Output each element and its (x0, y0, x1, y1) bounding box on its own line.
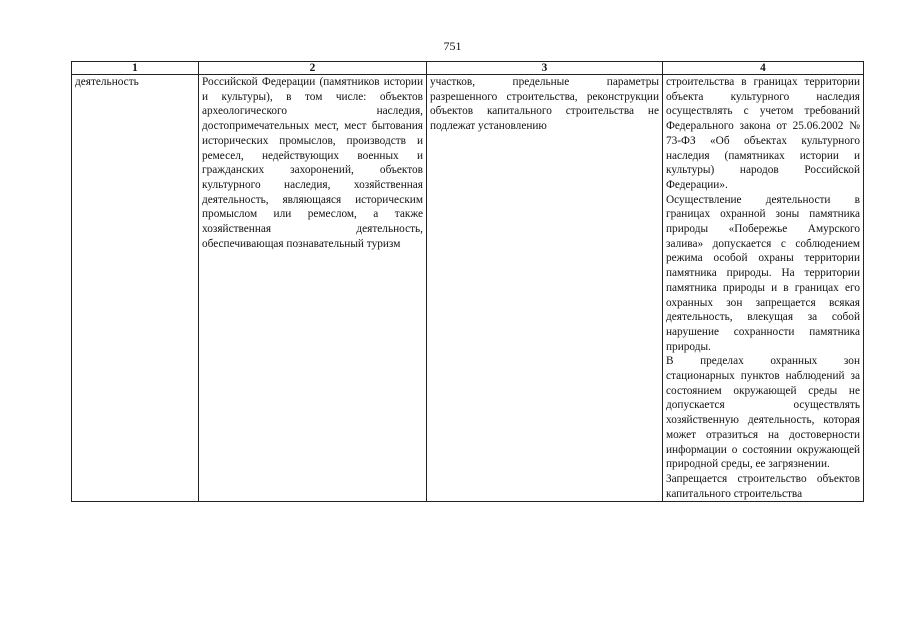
table-header-row (72, 62, 864, 75)
cell-restrictions (663, 75, 864, 502)
regulations-table (71, 61, 864, 502)
column-header-1: 1 (72, 62, 199, 75)
cell-permitted-use-description: Российской Федерации (памятников истории и культуры), в том числе: объектов археологического наследия, достопримечательных мест, мест бытования исторических промыслов, производств и ремесел, недействующих военных и гражданских захоронений, объектов культурного наследия, хозяйственная деятельность, являющаяся историческим промыслом или ремеслом, а также хозяйственная деятельность, обеспечивающая познавательный туризм (199, 75, 427, 502)
restriction-paragraph: Запрещается строительство объектов капитального строительства (666, 472, 860, 500)
column-header-4: 4 (663, 62, 864, 75)
cell-construction-parameters: участков, предельные параметры разрешенного строительства, реконструкции объектов капитального строительства не подлежат установлению (427, 75, 663, 502)
column-header-2: 2 (199, 62, 427, 75)
cell-activity-type: деятельность (72, 75, 199, 502)
restriction-paragraph: В пределах охранных зон стационарных пунктов наблюдений за состоянием окружающей среды не допускается осуществлять хозяйственную деятельность, которая может отразиться на достоверности информации о состоянии окружающей природной среды, ее загрязнении. (666, 355, 860, 471)
column-header-3: 3 (427, 62, 663, 75)
restriction-paragraph: строительства в границах территории объекта культурного наследия осуществлять с учетом требований Федерального закона от 25.06.2002 № 73-ФЗ «Об объектах культурного наследия (памятниках истории и культуры) народов Российской Федерации». (666, 76, 860, 191)
table-row (72, 75, 864, 502)
restriction-paragraph: Осуществление деятельности в границах охранной зоны памятника природы «Побережье Амурского залива» допускается с соблюдением режима особой охраны территории памятника природы. На территории памятника природы и в границах его охранных зон запрещается всякая деятельность, влекущая за собой нарушение сохранности памятника природы. (666, 193, 860, 353)
page-number: 751 (443, 39, 462, 53)
